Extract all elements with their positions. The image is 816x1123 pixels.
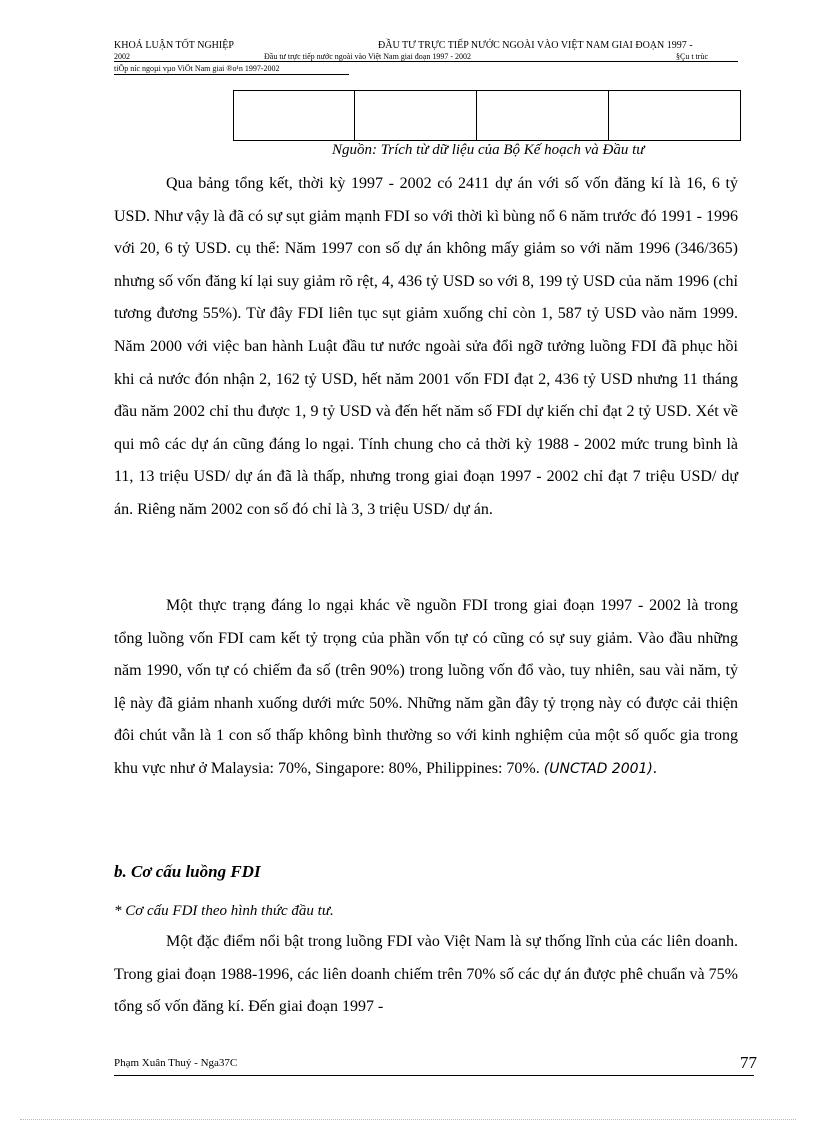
page-number: 77 <box>740 1053 757 1072</box>
table-row <box>234 91 741 141</box>
table-source-note: Nguồn: Trích từ dữ liệu của Bộ Kế hoạch và Đầu tư <box>332 142 645 158</box>
header-line2-left: 2002 <box>114 52 130 61</box>
citation: (UNCTAD 2001) <box>543 760 653 777</box>
header-line2-right: §Çu t trùc <box>676 52 708 61</box>
paragraph-text <box>114 590 738 786</box>
header-line2-center: Đầu tư trực tiếp nước ngoài vào Việt Nam giai đoạn 1997 - 2002 <box>264 52 472 61</box>
body-paragraph-1 <box>114 168 738 527</box>
header-rule-short <box>114 74 349 75</box>
page-edge <box>20 1119 796 1120</box>
body-paragraph-2 <box>114 590 738 786</box>
section-heading: b. Cơ cấu luồng FDI <box>114 862 261 881</box>
footer-rule <box>114 1075 754 1076</box>
sentence-end: . <box>652 759 657 777</box>
header-line3: tiÕp níc ngoµi vµo ViÖt Nam giai ®o¹n 1997-2002 <box>114 64 280 73</box>
paragraph-text: Một đặc điểm nổi bật trong luồng FDI vào Việt Nam là sự thống lĩnh của các liên doanh. Trong giai đoạn 1988-1996, các liên doanh chiếm trên 70% số các dự án được phê chuẩn và 75% tổng số vốn đăng kí. Đến giai đoạn 1997 - <box>114 933 738 1016</box>
header-right: ĐẦU TƯ TRỰC TIẾP NƯỚC NGOÀI VÀO VIỆT NAM GIAI ĐOẠN 1997 - <box>378 40 693 51</box>
body-paragraph-3 <box>114 926 738 1024</box>
table-cell <box>477 91 609 141</box>
table-cell <box>234 91 355 141</box>
table-fragment <box>233 90 741 141</box>
table-cell <box>355 91 477 141</box>
running-header-line2 <box>114 52 738 61</box>
subheading: * Cơ cấu FDI theo hình thức đầu tư. <box>114 903 334 919</box>
footer-author: Phạm Xuân Thuỷ - Nga37C <box>114 1057 238 1069</box>
running-header <box>114 40 738 51</box>
paragraph-body: Một thực trạng đáng lo ngại khác về nguồn FDI trong giai đoạn 1997 - 2002 là trong tổng luồng vốn FDI cam kết tỷ trọng của phần vốn tự có cũng có sự suy giảm. Vào đầu những năm 1990, vốn tự có chiếm đa số (trên 90%) trong luồng vốn đổ vào, tuy nhiên, sau vài năm, tỷ lệ này đã giảm nhanh xuống dưới mức 50%. Những năm gần đây tỷ trọng này có được cải thiện đôi chút vẫn là 1 con số thấp không bình thường so với kinh nghiệm của một số quốc gia trong khu vực như ở Malaysia: 70%, Singapore: 80%, Philippines: 70%. <box>114 597 738 777</box>
header-rule <box>114 61 738 62</box>
header-left: KHOÁ LUẬN TỐT NGHIỆP <box>114 40 234 51</box>
table-cell <box>609 91 741 141</box>
paragraph-text: Qua bảng tổng kết, thời kỳ 1997 - 2002 có 2411 dự án với số vốn đăng kí là 16, 6 tỷ USD. Như vậy là đã có sự sụt giảm mạnh FDI so với thời kì bùng nổ 6 năm trước đó 1991 - 1996 với 20, 6 tỷ USD. cụ thể: Năm 1997 con số dự án không mấy giảm so với năm 1996 (346/365) nhưng số vốn đăng kí lại suy giảm rõ rệt, 4, 436 tỷ USD so với 8, 199 tỷ USD của năm 1996 (chỉ tương đương 55%). Từ đây FDI liên tục sụt giảm xuống chỉ còn 1, 587 tỷ USD vào năm 1999. Năm 2000 với việc ban hành Luật đầu tư nước ngoài sửa đổi ngỡ tưởng luồng FDI đã phục hồi khi cả nước đón nhận 2, 162 tỷ USD, hết năm 2001 vốn FDI đạt 2, 436 tỷ USD nhưng 11 tháng đầu năm 2002 chỉ thu được 1, 9 tỷ USD và đến hết năm số FDI dự kiến chỉ đạt 2 tỷ USD. Xét về qui mô các dự án cũng đáng lo ngại. Tính chung cho cả thời kỳ 1988 - 2002 mức trung bình là 11, 13 triệu USD/ dự án đã là thấp, nhưng trong giai đoạn 1997 - 2002 chỉ đạt 7 triệu USD/ dự án. Riêng năm 2002 con số đó chỉ là 3, 3 triệu USD/ dự án. <box>114 175 738 518</box>
